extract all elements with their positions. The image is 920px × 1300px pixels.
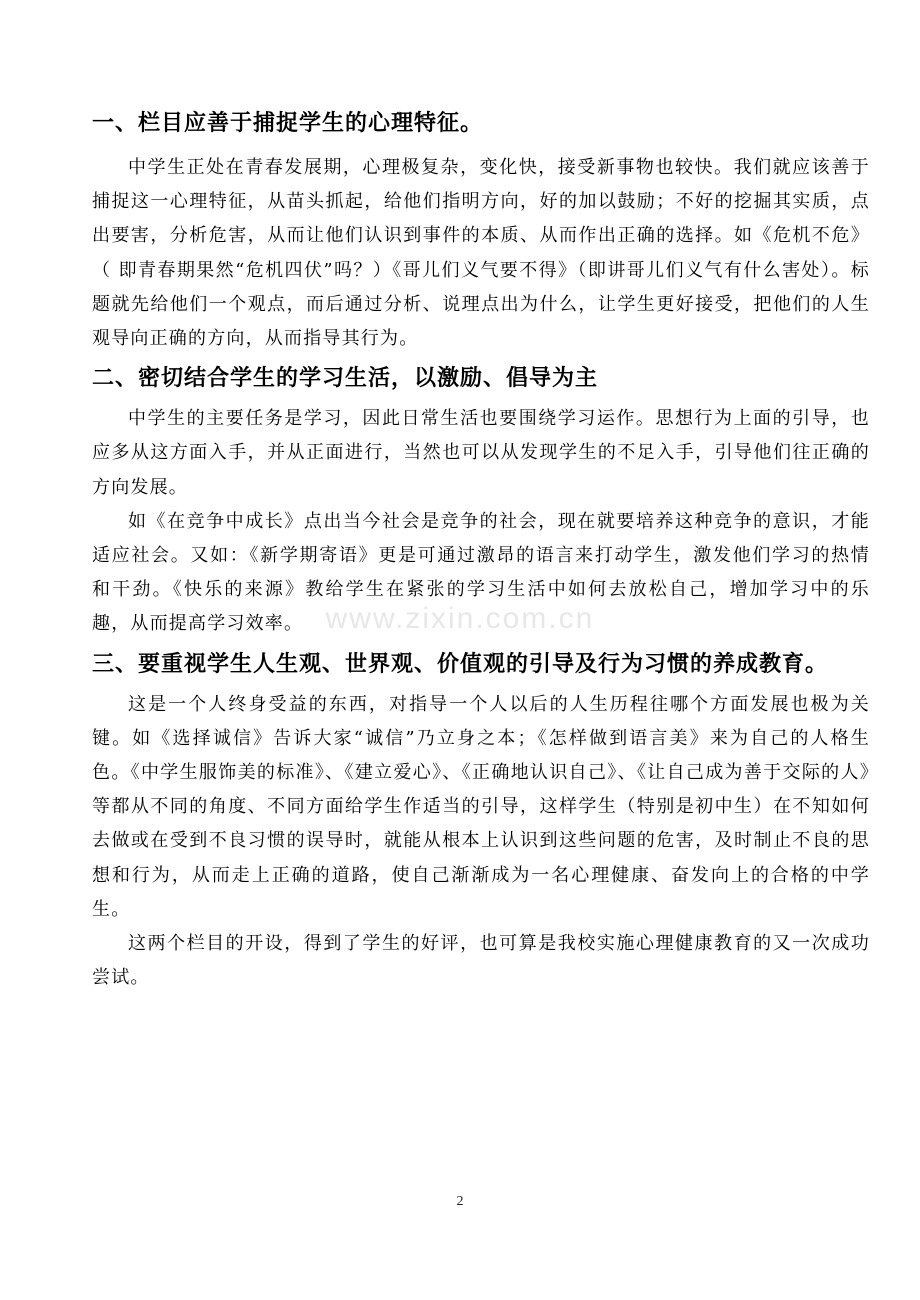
section-2-paragraph-2: 如《在竞争中成长》点出当今社会是竞争的社会，现在就要培养这种竞争的意识，才能适应社会。又如：《新学期寄语》更是可通过激昂的语言来打动学生，激发他们学习的热情和干劲。《快乐的来源》教给学生在紧张的学习生活中如何去放松自己，增加学习中的乐趣，从而提高学习效率。 bbox=[92, 510, 870, 635]
section-2-paragraph-1: 中学生的主要任务是学习，因此日常生活也要围绕学习运作。思想行为上面的引导，也应多从这方面入手，并从正面进行，当然也可以从发现学生的不足入手，引导他们往正确的方向发展。 bbox=[92, 408, 870, 498]
page-number: 2 bbox=[456, 1194, 464, 1209]
section-3-heading: 三、要重视学生人生观、世界观、价值观的引导及行为习惯的养成教育。 bbox=[92, 651, 829, 677]
watermark: www.zixin.com.cn bbox=[325, 602, 595, 635]
section-3-paragraph-2: 这两个栏目的开设，得到了学生的好评，也可算是我校实施心理健康教育的又一次成功尝试。 bbox=[92, 933, 870, 989]
document-body bbox=[92, 100, 870, 995]
section-1-paragraph-1: 中学生正处在青春发展期，心理极复杂，变化快，接受新事物也较快。我们就应该善于捕捉这一心理特征，从苗头抓起，给他们指明方向，好的加以鼓励；不好的挖掘其实质，点出要害，分析危害，从而让他们认识到事件的本质、从而作出正确的选择。如《危机不危》（ 即青春期果然“危机四伏”吗？）《哥儿们义气要不得》（即讲哥儿们义气有什么害处）。标题就先给他们一个观点，而后通过分析、说理点出为什么，让学生更好接受，把他们的人生观导向正确的方向，从而指导其行为。 bbox=[92, 157, 870, 350]
section-3-paragraph-1: 这是一个人终身受益的东西，对指导一个人以后的人生历程往哪个方面发展也极为关键。如《选择诚信》告诉大家“诚信”乃立身之本；《怎样做到语言美》来为自己的人格生色。《中学生服饰美的标准》、《建立爱心》、《正确地认识自己》、《让自己成为善于交际的人》等都从不同的角度、不同方面给学生作适当的引导，这样学生（特别是初中生）在不知如何去做或在受到不良习惯的误导时，就能从根本上认识到这些问题的危害，及时制止不良的思想和行为，从而走上正确的道路，使自己渐渐成为一名心理健康、奋发向上的合格的中学生。 bbox=[92, 693, 870, 920]
section-2-heading: 二、密切结合学生的学习生活，以激励、倡导为主 bbox=[92, 366, 599, 392]
section-1-heading: 一、栏目应善于捕捉学生的心理特征。 bbox=[92, 111, 484, 136]
